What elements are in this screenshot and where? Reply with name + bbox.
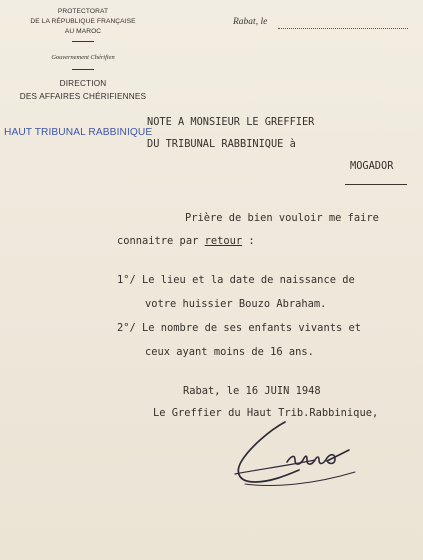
closing-signatory: Le Greffier du Haut Trib.Rabbinique, <box>153 407 379 419</box>
body-intro-line-2-start: connaitre par <box>117 235 205 247</box>
letterhead-maroc: AU MAROC <box>64 28 102 35</box>
tribunal-stamp: HAUT TRIBUNAL RABBINIQUE <box>4 127 153 138</box>
letterhead-protectorat: PROTECTORAT <box>57 8 109 15</box>
body-intro-line-2 <box>117 235 255 247</box>
address-line-2: DU TRIBUNAL RABBINIQUE à <box>147 138 296 150</box>
letterhead-divider <box>72 41 94 42</box>
place-date-dotted-line <box>278 28 408 29</box>
place-date-label: Rabat, le <box>233 17 268 27</box>
handwritten-signature <box>215 410 365 500</box>
letterhead-divider-2 <box>72 69 94 70</box>
body-intro-line-1: Prière de bien vouloir me faire <box>185 212 379 224</box>
body-item-2-line-2: ceux ayant moins de 16 ans. <box>145 346 314 358</box>
letterhead-republique: DE LA RÉPUBLIQUE FRANÇAISE <box>30 18 136 25</box>
body-item-1-line-1: 1°/ Le lieu et la date de naissance de <box>117 274 355 286</box>
letterhead-affaires: DES AFFAIRES CHÉRIFIENNES <box>19 92 147 101</box>
body-item-1-line-2: votre huissier Bouzo Abraham. <box>145 298 327 310</box>
letterhead-direction: DIRECTION <box>59 79 107 88</box>
address-city: MOGADOR <box>350 160 394 172</box>
letterhead-government: Gouvernement Chérifien <box>51 54 115 61</box>
body-intro-line-2-end: : <box>242 235 255 247</box>
address-city-underline <box>345 184 407 185</box>
body-item-2-line-1: 2°/ Le nombre de ses enfants vivants et <box>117 322 361 334</box>
address-line-1: NOTE A MONSIEUR LE GREFFIER <box>147 116 315 128</box>
body-intro-retour: retour <box>204 235 243 247</box>
closing-date: Rabat, le 16 JUIN 1948 <box>183 385 321 397</box>
